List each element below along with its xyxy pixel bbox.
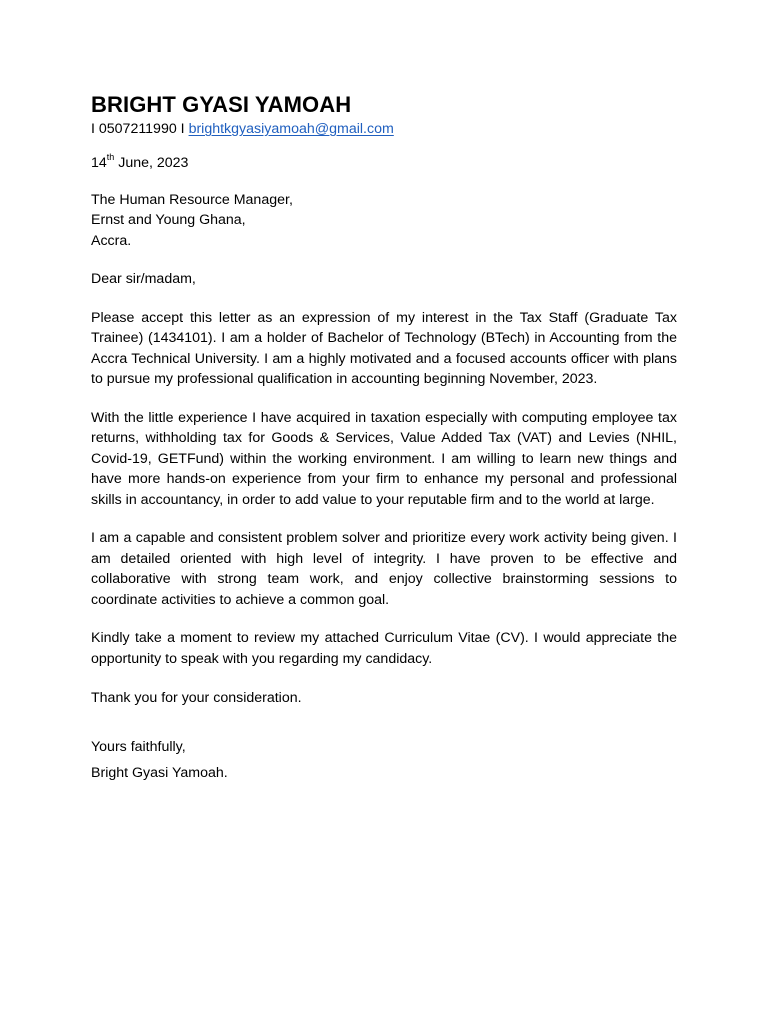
date-day: 14 [91, 155, 107, 171]
recipient-title: The Human Resource Manager, [91, 191, 293, 208]
body-paragraph-skills: I am a capable and consistent problem solver and prioritize every work activity being given. I am detailed oriented with high level of integrity. I have proven to be effective and collaborative with strong team work, and enjoy collective brainstorming sessions to coordinate activities to achieve a common goal. [91, 530, 677, 608]
closing-line: Yours faithfully, [91, 738, 186, 755]
date-ordinal-suffix: th [106, 152, 115, 163]
body-paragraph-interest: Please accept this letter as an expression of my interest in the Tax Staff (Graduate Tax Trainee) (1434101). I am a holder of Bachelor of Technology (BTech) in Accounting from the Accra Technical University. I am a highly motivated and a focused accounts officer with plans to pursue my professional qualification in accounting beginning November, 2023. [91, 309, 677, 387]
sender-name: BRIGHT GYASI YAMOAH [91, 92, 352, 117]
recipient-company: Ernst and Young Ghana, [91, 212, 246, 228]
recipient-address [91, 190, 677, 252]
cover-letter [91, 91, 677, 784]
sender-email-link[interactable]: brightkgyasiyamoah@gmail.com [188, 121, 394, 137]
sender-phone: I 0507211990 I [91, 121, 189, 137]
body-paragraph-experience: With the little experience I have acquired in taxation especially with computing employee tax returns, withholding tax for Goods & Services, Value Added Tax (VAT) and Levies (NHIL, Covid-19, GETFund) within the working environment. I am willing to learn new things and have more hands-on experience from your firm to enhance my personal and professional skills in accountancy, in order to add value to your reputable firm and to the world at large. [91, 409, 677, 508]
signature-name: Bright Gyasi Yamoah. [91, 765, 228, 781]
salutation: Dear sir/madam, [91, 271, 196, 287]
recipient-city: Accra. [91, 232, 132, 249]
body-paragraph-cv-request: Kindly take a moment to review my attached Curriculum Vitae (CV). I would appreciate the opportunity to speak with you regarding my candidacy. [91, 630, 677, 667]
sender-contact-line [91, 119, 677, 139]
thank-you-line: Thank you for your consideration. [91, 690, 302, 706]
date-month-year: June, 2023 [114, 155, 189, 171]
letter-date [91, 153, 677, 174]
